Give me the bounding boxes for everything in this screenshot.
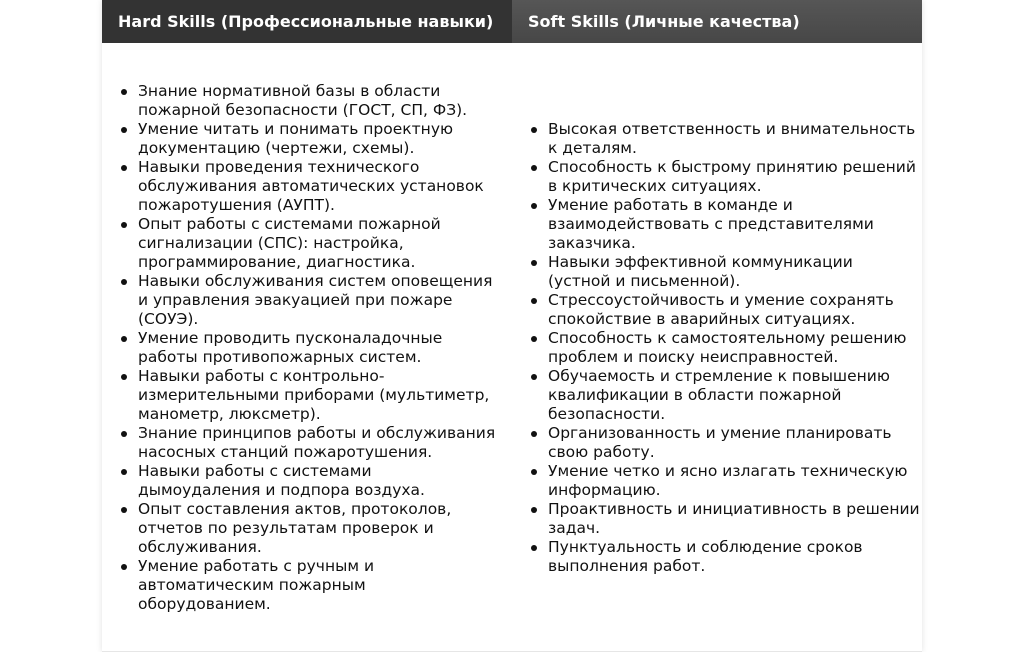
list-item: Пунктуальность и соблюдение сроков выполнения работ. xyxy=(548,538,920,576)
hard-skills-list xyxy=(102,82,498,614)
list-item: Проактивность и инициативность в решении задач. xyxy=(548,499,920,537)
list-item: Умение читать и понимать проектную документацию (чертежи, схемы). xyxy=(138,120,498,158)
list-item: Умение четко и ясно излагать техническую информацию. xyxy=(548,462,920,500)
table-header-row xyxy=(102,0,922,43)
list-item: Умение работать в команде и взаимодействовать с представителями заказчика. xyxy=(548,196,920,253)
list-item: Навыки обслуживания систем оповещения и управления эвакуацией при пожаре (СОУЭ). xyxy=(138,272,498,329)
skills-table xyxy=(102,0,922,624)
list-item: Знание нормативной базы в области пожарной безопасности (ГОСТ, СП, ФЗ). xyxy=(138,82,498,120)
hard-skills-cell xyxy=(102,43,512,624)
list-item: Обучаемость и стремление к повышению квалификации в области пожарной безопасности. xyxy=(548,367,920,424)
soft-skills-list xyxy=(512,120,920,576)
hard-skills-header: Hard Skills (Профессиональные навыки) xyxy=(102,0,512,43)
list-item: Навыки эффективной коммуникации (устной и письменной). xyxy=(548,253,920,291)
list-item: Высокая ответственность и внимательность к деталям. xyxy=(548,120,920,158)
list-item: Организованность и умение планировать свою работу. xyxy=(548,424,920,462)
soft-skills-header: Soft Skills (Личные качества) xyxy=(512,0,922,43)
list-item: Навыки проведения технического обслуживания автоматических установок пожаротушения (АУПТ). xyxy=(138,158,498,215)
skills-table-card xyxy=(102,0,922,652)
list-item: Опыт работы с системами пожарной сигнализации (СПС): настройка, программирование, диагностика. xyxy=(138,215,498,272)
list-item: Умение проводить пусконаладочные работы противопожарных систем. xyxy=(138,329,498,367)
list-item: Знание принципов работы и обслуживания насосных станций пожаротушения. xyxy=(138,424,498,462)
list-item: Навыки работы с контрольно-измерительными приборами (мультиметр, манометр, люксметр). xyxy=(138,367,498,424)
list-item: Навыки работы с системами дымоудаления и подпора воздуха. xyxy=(138,462,498,500)
list-item: Опыт составления актов, протоколов, отчетов по результатам проверок и обслуживания. xyxy=(138,500,498,557)
list-item: Способность к самостоятельному решению проблем и поиску неисправностей. xyxy=(548,329,920,367)
list-item: Способность к быстрому принятию решений в критических ситуациях. xyxy=(548,158,920,196)
list-item: Умение работать с ручным и автоматическим пожарным оборудованием. xyxy=(138,557,498,614)
table-row xyxy=(102,43,922,624)
list-item: Стрессоустойчивость и умение сохранять спокойствие в аварийных ситуациях. xyxy=(548,291,920,329)
soft-skills-cell xyxy=(512,43,922,624)
